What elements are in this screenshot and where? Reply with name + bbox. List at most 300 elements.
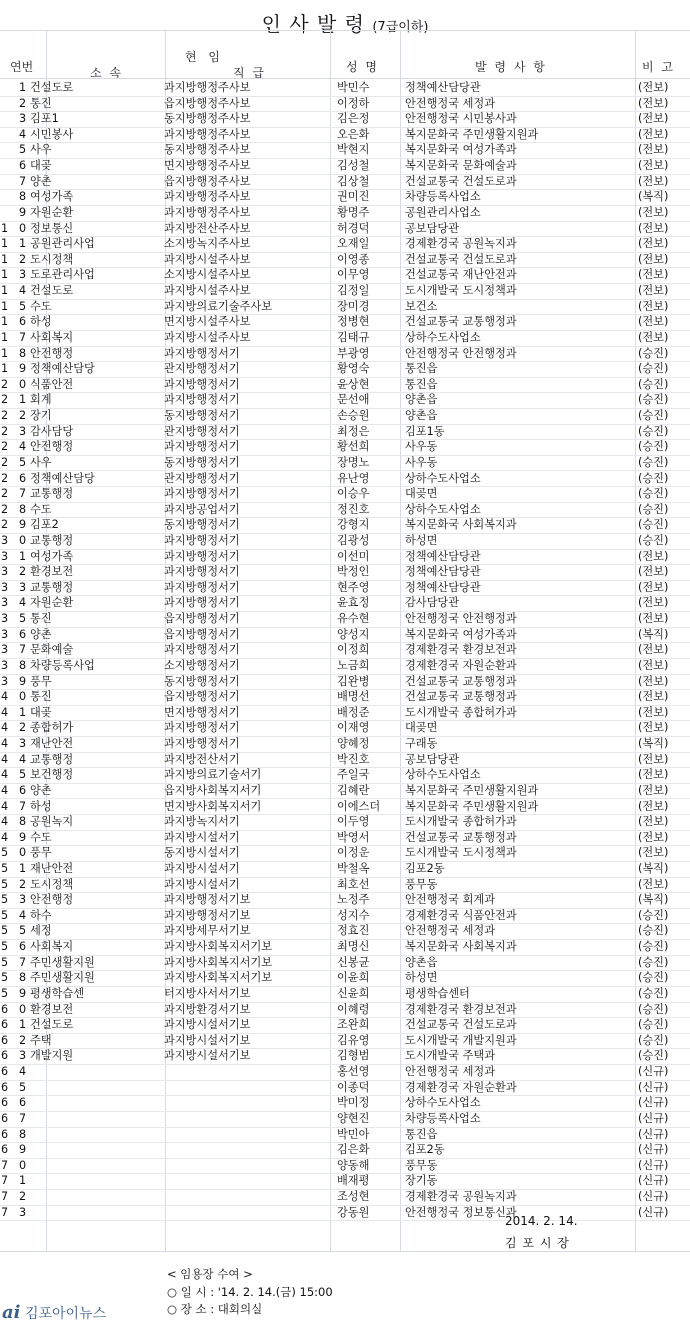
row-name: 박민수	[337, 81, 370, 94]
row-name: 이선미	[337, 549, 370, 563]
row-action: 정책예산담당관	[405, 580, 481, 594]
row-note: (신규)	[638, 1127, 669, 1141]
row-no-ones: 1	[19, 862, 27, 875]
row-no-tens: 4	[1, 815, 9, 829]
row-name: 박정인	[337, 565, 370, 579]
row-no-tens: 4	[1, 768, 9, 782]
row-note: (승진)	[638, 377, 669, 391]
row-no-ones: 0	[19, 690, 27, 704]
row-note: (승진)	[638, 955, 669, 969]
table-row	[0, 439, 690, 456]
row-no-tens: 1	[1, 330, 9, 344]
row-rank: 과지방행정서기	[164, 393, 240, 407]
table-row	[0, 799, 690, 816]
row-no-tens: 6	[1, 1096, 9, 1110]
row-note: (전보)	[638, 549, 669, 563]
row-no-ones: 8	[19, 190, 27, 204]
row-note: (전보)	[638, 143, 669, 157]
row-dept: 건설도로	[30, 81, 74, 94]
row-name: 현주영	[337, 580, 370, 594]
row-name: 배정준	[337, 705, 370, 719]
row-action: 경제환경국 환경보전과	[405, 643, 517, 657]
row-name: 윤효정	[337, 596, 370, 610]
row-no-tens: 5	[1, 908, 9, 922]
row-rank: 동지방행정서기	[164, 674, 240, 688]
table-row	[0, 705, 690, 722]
row-name: 신봉균	[337, 955, 370, 969]
row-note: (전보)	[638, 174, 669, 188]
row-dept: 수도	[30, 299, 52, 313]
row-no-tens: 2	[1, 471, 9, 485]
row-rank: 소지방녹지주사보	[164, 237, 251, 251]
row-dept: 사우	[30, 143, 52, 157]
row-rank: 과지방의료기술서기	[164, 768, 262, 782]
row-no-ones: 0	[19, 1002, 27, 1016]
logo-mark: ai	[2, 1302, 21, 1323]
row-dept: 하수	[30, 908, 52, 922]
row-action: 안전행정국 세정과	[405, 1065, 496, 1079]
row-rank: 읍지방사회복지서기	[164, 783, 262, 797]
row-no-ones: 2	[19, 252, 27, 266]
row-note: (전보)	[638, 799, 669, 813]
table-row	[0, 1127, 690, 1144]
row-action: 공보담당관	[405, 221, 460, 235]
row-dept: 수도	[30, 502, 52, 516]
row-action: 건설교통국 교통행정과	[405, 830, 517, 844]
row-action: 김포2동	[405, 862, 445, 875]
row-no-ones: 0	[19, 846, 27, 860]
row-no-tens: 4	[1, 830, 9, 844]
row-no-ones: 3	[19, 424, 27, 438]
row-name: 강동원	[337, 1205, 370, 1219]
row-name: 윤상현	[337, 377, 370, 391]
row-no-ones: 2	[19, 1033, 27, 1047]
row-no-ones: 3	[19, 1205, 27, 1219]
row-name: 양현진	[337, 1111, 370, 1125]
table-row	[0, 892, 690, 909]
row-no-tens: 7	[1, 1174, 9, 1188]
row-action: 복지문화국 여성가족과	[405, 627, 517, 641]
row-rank: 과지방사회복지서기보	[164, 940, 273, 954]
row-rank: 터지방사서서기보	[164, 986, 251, 1000]
row-action: 도시개발국 종합허가과	[405, 705, 517, 719]
row-rank: 과지방행정서기	[164, 580, 240, 594]
row-no-ones: 7	[19, 174, 27, 188]
row-name: 성지수	[337, 908, 370, 922]
row-no-ones: 9	[19, 830, 27, 844]
row-dept: 교통행정	[30, 580, 74, 594]
row-no-ones: 7	[19, 955, 27, 969]
row-note: (승진)	[638, 1002, 669, 1016]
row-no-ones: 7	[19, 643, 27, 657]
row-no-ones: 2	[19, 1190, 27, 1204]
table-row	[0, 455, 690, 472]
row-dept: 도시정책	[30, 877, 74, 891]
row-note: (신규)	[638, 1174, 669, 1188]
table-row	[0, 205, 690, 222]
row-action: 양촌읍	[405, 955, 438, 969]
row-no-ones: 6	[19, 783, 27, 797]
row-rank: 과지방행정서기	[164, 721, 240, 735]
row-rank: 과지방환경서기보	[164, 1002, 251, 1016]
row-action: 건설교통국 교통행정과	[405, 690, 517, 704]
row-no-ones: 4	[19, 1065, 27, 1079]
row-no-tens: 6	[1, 1049, 9, 1063]
table-row	[0, 783, 690, 800]
table-row	[0, 1017, 690, 1034]
watermark-logo	[2, 1302, 106, 1323]
row-note: (승진)	[638, 455, 669, 469]
row-action: 도시개발국 개발지원과	[405, 1033, 517, 1047]
row-action: 상하수도사업소	[405, 502, 481, 516]
row-no-ones: 5	[19, 1080, 27, 1094]
row-no-tens: 3	[1, 643, 9, 657]
row-name: 문선애	[337, 393, 370, 407]
row-action: 공보담당관	[405, 752, 460, 766]
row-action: 구래동	[405, 737, 438, 751]
row-rank: 과지방사회복지서기보	[164, 971, 273, 985]
row-no-tens: 1	[1, 362, 9, 376]
row-note: (전보)	[638, 299, 669, 313]
row-action: 도시개발국 주택과	[405, 1049, 496, 1063]
row-no-tens: 1	[1, 284, 9, 298]
row-no-tens: 5	[1, 986, 9, 1000]
table-row	[0, 252, 690, 269]
table-row	[0, 1002, 690, 1019]
row-no-ones: 6	[19, 627, 27, 641]
row-no-ones: 2	[19, 877, 27, 891]
grid-line	[0, 30, 690, 31]
row-dept: 시민봉사	[30, 127, 74, 141]
row-rank: 읍지방행정서기	[164, 612, 240, 626]
row-no-ones: 4	[19, 127, 27, 141]
row-action: 상하수도사업소	[405, 471, 481, 485]
row-rank: 과지방행정서기	[164, 346, 240, 360]
row-note: (전보)	[638, 752, 669, 766]
row-rank: 동지방행정서기	[164, 409, 240, 423]
row-name: 이윤희	[337, 971, 370, 985]
row-no-tens: 7	[1, 1158, 9, 1172]
row-no-tens: 1	[1, 268, 9, 282]
row-name: 이영종	[337, 252, 370, 266]
row-dept: 식품안전	[30, 377, 74, 391]
row-rank: 관지방행정서기	[164, 471, 240, 485]
row-rank: 과지방행정서기	[164, 487, 240, 501]
table-row	[0, 424, 690, 441]
row-no-ones: 0	[19, 533, 27, 547]
row-name: 노금희	[337, 658, 370, 672]
row-name: 주일국	[337, 768, 370, 782]
issuer: 김 포 시 장	[505, 1236, 570, 1250]
row-action: 건설교통국 건설도로과	[405, 174, 517, 188]
row-no-ones: 4	[19, 908, 27, 922]
row-dept: 보건행정	[30, 768, 74, 782]
row-dept: 환경보전	[30, 1002, 74, 1016]
table-row	[0, 1080, 690, 1097]
row-note: (복직)	[638, 737, 669, 751]
row-note: (전보)	[638, 783, 669, 797]
row-dept: 정책예산담당	[30, 362, 95, 376]
row-dept: 재난안전	[30, 737, 74, 751]
table-row	[0, 814, 690, 831]
row-rank: 과지방행정주사보	[164, 127, 251, 141]
row-dept: 정책예산담당	[30, 471, 95, 485]
row-no-ones: 8	[19, 658, 27, 672]
row-note: (복직)	[638, 862, 669, 875]
row-rank: 동지방행정서기	[164, 518, 240, 532]
table-row	[0, 861, 690, 878]
table-row	[0, 236, 690, 253]
row-rank: 과지방시설서기보	[164, 1018, 251, 1032]
appointment-time: ○ 일 시 : '14. 2. 14.(금) 15:00	[167, 1285, 333, 1299]
table-row	[0, 111, 690, 128]
row-dept: 수도	[30, 830, 52, 844]
row-no-tens: 5	[1, 971, 9, 985]
table-row	[0, 689, 690, 706]
row-note: (전보)	[638, 643, 669, 657]
row-dept: 도시정책	[30, 252, 74, 266]
row-name: 강형지	[337, 518, 370, 532]
row-no-ones: 5	[19, 924, 27, 938]
row-rank: 과지방시설서기	[164, 862, 240, 875]
row-rank: 면지방사회복지서기	[164, 799, 262, 813]
row-no-tens: 5	[1, 877, 9, 891]
row-name: 김형범	[337, 1049, 370, 1063]
row-no-ones: 4	[19, 440, 27, 454]
row-dept: 양촌	[30, 627, 52, 641]
row-name: 신윤희	[337, 986, 370, 1000]
row-no-ones: 6	[19, 159, 27, 173]
header-note: 비 고	[642, 60, 675, 74]
row-name: 조완희	[337, 1018, 370, 1032]
row-name: 황명주	[337, 205, 370, 219]
row-name: 김은정	[337, 112, 370, 126]
table-row	[0, 1095, 690, 1112]
row-no-ones: 3	[19, 893, 27, 907]
row-name: 박민아	[337, 1127, 370, 1141]
row-no-tens: 5	[1, 862, 9, 875]
row-action: 감사담당관	[405, 596, 460, 610]
row-no-ones: 3	[19, 737, 27, 751]
row-action: 복지문화국 주민생활지원과	[405, 799, 539, 813]
row-no-ones: 3	[19, 268, 27, 282]
row-name: 양혜정	[337, 737, 370, 751]
row-dept: 차량등록사업	[30, 658, 95, 672]
row-note: (전보)	[638, 721, 669, 735]
row-name: 허경덕	[337, 221, 370, 235]
row-no-tens: 2	[1, 502, 9, 516]
row-note: (승진)	[638, 924, 669, 938]
row-dept: 양촌	[30, 174, 52, 188]
row-dept: 건설도로	[30, 1018, 74, 1032]
row-dept: 사회복지	[30, 330, 74, 344]
row-note: (전보)	[638, 315, 669, 329]
row-dept: 환경보전	[30, 565, 74, 579]
row-name: 김태규	[337, 330, 370, 344]
row-name: 최정은	[337, 424, 370, 438]
row-name: 장명노	[337, 455, 370, 469]
row-note: (승진)	[638, 393, 669, 407]
table-row	[0, 923, 690, 940]
row-note: (전보)	[638, 284, 669, 298]
table-row	[0, 314, 690, 331]
row-action: 상하수도사업소	[405, 1096, 481, 1110]
row-name: 유난영	[337, 471, 370, 485]
row-rank: 읍지방행정서기	[164, 690, 240, 704]
row-dept: 대곶	[30, 705, 52, 719]
row-no-tens: 3	[1, 612, 9, 626]
appointment-place: ○ 장 소 : 대회의실	[167, 1302, 263, 1316]
row-name: 이정운	[337, 846, 370, 860]
row-rank: 과지방공업서기	[164, 502, 240, 516]
row-action: 양촌읍	[405, 409, 438, 423]
row-action: 양촌읍	[405, 393, 438, 407]
row-dept: 건설도로	[30, 284, 74, 298]
row-rank: 소지방시설주사보	[164, 268, 251, 282]
row-dept: 도로관리사업	[30, 268, 95, 282]
row-rank: 과지방녹지서기	[164, 815, 240, 829]
row-no-ones: 1	[19, 237, 27, 251]
row-action: 김포2동	[405, 1143, 445, 1157]
row-dept: 여성가족	[30, 549, 74, 563]
row-dept: 여성가족	[30, 190, 74, 204]
row-note: (승진)	[638, 409, 669, 423]
row-no-ones: 7	[19, 330, 27, 344]
table-row	[0, 267, 690, 284]
table-row	[0, 611, 690, 628]
row-no-ones: 1	[19, 393, 27, 407]
row-name: 홍선영	[337, 1065, 370, 1079]
row-action: 복지문화국 주민생활지원과	[405, 783, 539, 797]
row-no-ones: 3	[19, 1049, 27, 1063]
row-no-tens: 6	[1, 1002, 9, 1016]
row-action: 사우동	[405, 440, 438, 454]
row-no-tens: 6	[1, 1111, 9, 1125]
row-no-ones: 4	[19, 284, 27, 298]
row-action: 평생학습센터	[405, 986, 470, 1000]
row-action: 통진읍	[405, 1127, 438, 1141]
row-no-tens: 6	[1, 1080, 9, 1094]
table-row	[0, 517, 690, 534]
table-row	[0, 189, 690, 206]
row-note: (전보)	[638, 612, 669, 626]
row-rank: 과지방행정서기	[164, 549, 240, 563]
row-no-ones: 9	[19, 986, 27, 1000]
row-action: 안전행정국 시민봉사과	[405, 112, 517, 126]
table-row	[0, 845, 690, 862]
row-action: 건설교통국 건설도로과	[405, 252, 517, 266]
row-name: 박현지	[337, 143, 370, 157]
row-no-tens: 3	[1, 565, 9, 579]
row-note: (전보)	[638, 705, 669, 719]
row-no-tens: 2	[1, 455, 9, 469]
row-no-ones: 8	[19, 346, 27, 360]
row-name: 박철옥	[337, 862, 370, 875]
row-no-ones: 5	[19, 299, 27, 313]
row-note: (전보)	[638, 221, 669, 235]
table-row	[0, 346, 690, 363]
row-name: 손승원	[337, 409, 370, 423]
row-name: 박진호	[337, 752, 370, 766]
row-dept: 통진	[30, 612, 52, 626]
table-row	[0, 970, 690, 987]
row-note: (신규)	[638, 1096, 669, 1110]
row-no-ones: 4	[19, 752, 27, 766]
row-name: 오재일	[337, 237, 370, 251]
header-action: 발 령 사 항	[475, 60, 547, 74]
row-no-tens: 5	[1, 846, 9, 860]
row-note: (전보)	[638, 112, 669, 126]
row-no-tens: 3	[1, 596, 9, 610]
row-note: (전보)	[638, 268, 669, 282]
row-name: 양동해	[337, 1158, 370, 1172]
row-action: 상하수도사업소	[405, 330, 481, 344]
row-rank: 소지방행정서기	[164, 658, 240, 672]
row-dept: 재난안전	[30, 862, 74, 875]
row-note: (전보)	[638, 127, 669, 141]
table-row	[0, 158, 690, 175]
row-no-ones: 5	[19, 612, 27, 626]
row-no-ones: 5	[19, 768, 27, 782]
logo-text: 김포아이뉴스	[24, 1306, 107, 1322]
row-no-tens: 1	[1, 299, 9, 313]
row-action: 하성면	[405, 971, 438, 985]
row-no-tens: 6	[1, 1033, 9, 1047]
row-dept: 교통행정	[30, 752, 74, 766]
row-no-ones: 9	[19, 1143, 27, 1157]
row-rank: 과지방전산주사보	[164, 221, 251, 235]
row-rank: 과지방의료기술주사보	[164, 299, 273, 313]
row-action: 정책예산담당관	[405, 549, 481, 563]
table-row	[0, 767, 690, 784]
row-no-ones: 8	[19, 971, 27, 985]
row-note: (전보)	[638, 658, 669, 672]
row-no-ones: 9	[19, 362, 27, 376]
row-no-ones: 7	[19, 799, 27, 813]
row-dept: 공원녹지	[30, 815, 74, 829]
row-rank: 과지방행정서기	[164, 377, 240, 391]
row-name: 김완병	[337, 674, 370, 688]
row-note: (승진)	[638, 986, 669, 1000]
row-rank: 과지방행정주사보	[164, 190, 251, 204]
row-name: 이두영	[337, 815, 370, 829]
row-rank: 관지방행정서기	[164, 362, 240, 376]
row-name: 정병현	[337, 315, 370, 329]
row-action: 사우동	[405, 455, 438, 469]
row-no-tens: 3	[1, 674, 9, 688]
row-no-tens: 1	[1, 346, 9, 360]
row-note: (신규)	[638, 1143, 669, 1157]
table-row	[0, 471, 690, 488]
row-action: 하성면	[405, 533, 438, 547]
table-row	[0, 1111, 690, 1128]
row-note: (승진)	[638, 1049, 669, 1063]
header-hyeonim: 현 임	[185, 50, 224, 64]
row-note: (승진)	[638, 362, 669, 376]
row-note: (전보)	[638, 846, 669, 860]
row-no-tens: 4	[1, 705, 9, 719]
row-note: (승진)	[638, 908, 669, 922]
row-note: (전보)	[638, 815, 669, 829]
row-no-tens: 2	[1, 409, 9, 423]
table-row	[0, 1173, 690, 1190]
row-note: (전보)	[638, 81, 669, 94]
row-action: 도시개발국 도시정책과	[405, 846, 517, 860]
row-action: 장기동	[405, 1174, 438, 1188]
row-name: 장미경	[337, 299, 370, 313]
row-dept: 자원순환	[30, 205, 74, 219]
table-row	[0, 955, 690, 972]
